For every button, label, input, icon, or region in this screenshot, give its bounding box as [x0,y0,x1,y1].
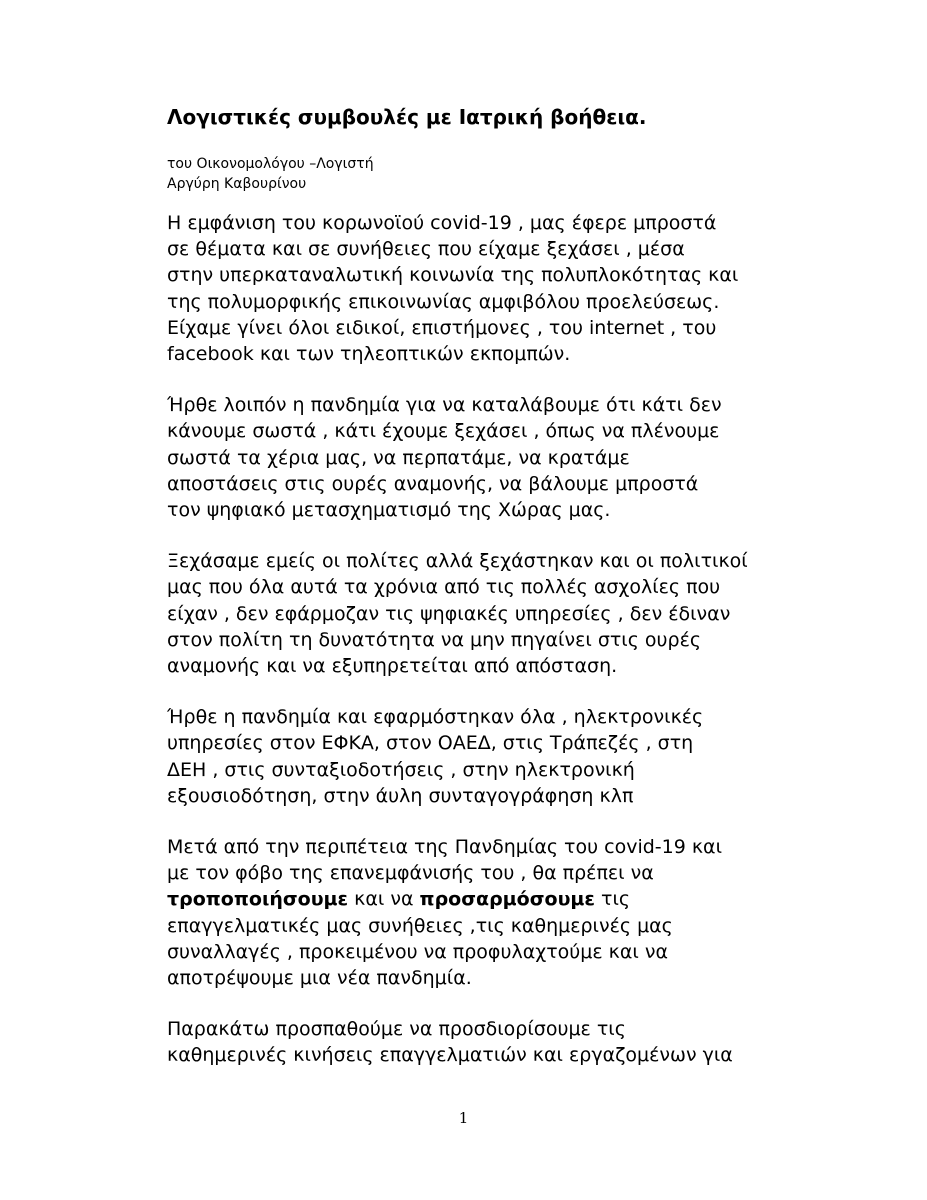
paragraph-4 [167,704,867,809]
text-line: Ξεχάσαμε εμείς οι πολίτες αλλά ξεχάστηκαν και οι πολιτικοί [167,550,748,573]
page-number: 1 [458,1109,469,1127]
author-block [167,154,374,194]
text-line: τον ψηφιακό μετασχηματισμό της Χώρας μας. [167,499,611,522]
bold-word-adapt: προσαρμόσουμε [419,888,595,911]
text-line: είχαν , δεν εφάρμοζαν τις ψηφιακές υπηρεσίες , δεν έδιναν [167,602,731,625]
text-line: συναλλαγές , προκειμένου να προφυλαχτούμε και να [167,940,668,963]
author-line-1: του Οικονομολόγου –Λογιστή [167,156,374,172]
text-line: σωστά τα χέρια μας, να περπατάμε, να κρατάμε [167,446,630,469]
text-line: στην υπερκαταναλωτική κοινωνία της πολυπλοκότητας και [167,264,739,287]
author-line-2: Αργύρη Καβουρίνου [167,176,307,192]
text-line: της πολυμορφικής επικοινωνίας αμφιβόλου προελεύσεως. [167,290,720,313]
text-line: με τον φόβο της επανεμφάνισής του , θα πρέπει να [167,862,654,885]
text-line: επαγγελματικές μας συνήθειες ,τις καθημερινές μας [167,914,673,937]
text-line: υπηρεσίες στον ΕΦΚΑ, στον ΟΑΕΔ, στις Τράπεζές , στη [167,732,694,755]
text-line: κάνουμε σωστά , κάτι έχουμε ξεχάσει , όπως να πλένουμε [167,420,720,443]
text-line: εξουσιοδότηση, στην άυλη συνταγογράφηση κλπ [167,784,634,807]
text-line: αποστάσεις στις ουρές αναμονής, να βάλουμε μπροστά [167,472,699,495]
text-line: αποτρέψουμε μια νέα πανδημία. [167,967,472,990]
text-line-mixed [167,886,867,912]
text-line: Μετά από την περιπέτεια της Πανδημίας του covid-19 και [167,836,723,859]
text-line: Παρακάτω προσπαθούμε να προσδιορίσουμε τις [167,1018,626,1041]
text-line: σε θέματα και σε συνήθειες που είχαμε ξεχάσει , μέσα [167,238,685,261]
text-line: ΔΕΗ , στις συνταξιοδοτήσεις , στην ηλεκτρονική [167,758,635,781]
paragraph-5 [167,834,867,991]
text-line: μας που όλα αυτά τα χρόνια από τις πολλές ασχολίες που [167,576,721,599]
document-title: Λογιστικές συμβουλές με Ιατρική βοήθεια. [167,105,647,129]
text-line: αναμονής και να εξυπηρετείται από απόσταση. [167,655,618,678]
text-line: Ήρθε λοιπόν η πανδημία για να καταλάβουμε ότι κάτι δεν [167,394,722,417]
document-body [167,210,867,1094]
paragraph-2 [167,392,867,523]
paragraph-1 [167,210,867,367]
text-line: στον πολίτη τη δυνατότητα να μην πηγαίνει στις ουρές [167,628,702,651]
connector-text: και να [348,888,420,911]
paragraph-3 [167,548,867,679]
connector-end-text: τις [594,888,631,911]
text-line: Είχαμε γίνει όλοι ειδικοί, επιστήμονες , του internet , του [167,316,717,339]
paragraph-6 [167,1016,867,1068]
text-line: καθημερινές κινήσεις επαγγελματιών και εργαζομένων για [167,1044,733,1067]
text-line: Ήρθε η πανδημία και εφαρμόστηκαν όλα , ηλεκτρονικές [167,706,704,729]
text-line: facebook και των τηλεοπτικών εκπομπών. [167,343,571,366]
bold-word-modify: τροποποιήσουμε [167,888,349,911]
text-line: Η εμφάνιση του κορωνοϊού covid-19 , μας έφερε μπροστά [167,212,717,234]
